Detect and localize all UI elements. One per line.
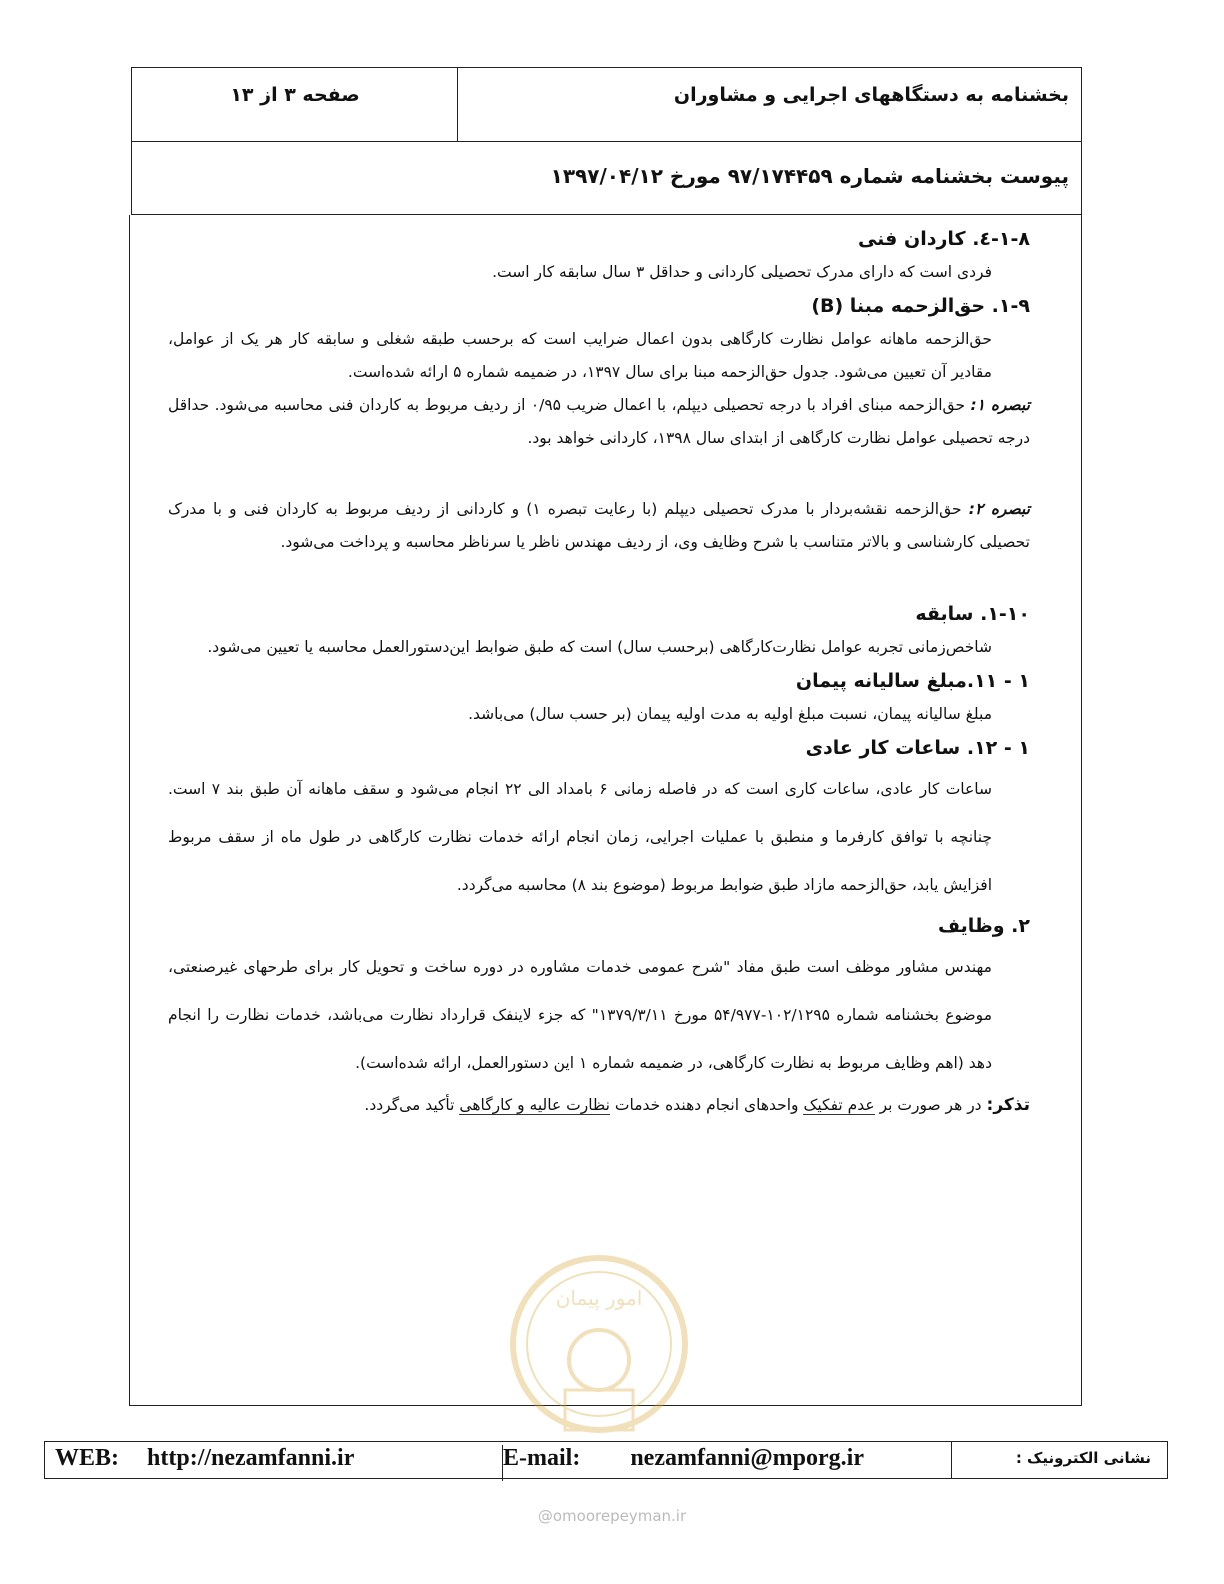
reminder-label: تذکر: bbox=[986, 1095, 1030, 1115]
attachment-line: پیوست بخشنامه شماره ۹۷/۱۷۴۴۵۹ مورخ ۱۳۹۷/۰۴/۱۲ bbox=[550, 164, 1069, 188]
reminder bbox=[168, 1087, 1030, 1123]
document-body bbox=[168, 222, 1030, 1123]
section-1-8-4-title: ۱-۸-٤. کاردان فنی bbox=[857, 228, 1030, 250]
page-number: صفحه ۳ از ۱۳ bbox=[230, 84, 360, 106]
section-1-11-text: مبلغ سالیانه پیمان، نسبت مبلغ اولیه به مدت اولیه پیمان (بر حسب سال) می‌باشد. bbox=[468, 705, 992, 723]
note-2 bbox=[168, 493, 1030, 559]
reminder-underline-1: عدم تفکیک bbox=[803, 1096, 875, 1114]
section-1-11-title: ۱ - ۱۱.مبلغ سالیانه پیمان bbox=[795, 670, 1030, 692]
web-label: WEB: bbox=[55, 1445, 120, 1471]
note-1-label: تبصره ۱: bbox=[970, 396, 1030, 414]
watermark-logo-text: امور پیمان bbox=[555, 1286, 643, 1310]
reminder-mid: واحدهای انجام دهنده خدمات bbox=[614, 1096, 799, 1114]
watermark-site: @omoorepeyman.ir bbox=[537, 1507, 687, 1525]
email-label: E-mail: bbox=[503, 1445, 581, 1471]
header-row-1 bbox=[132, 68, 1081, 142]
reminder-post: تأکید می‌گردد. bbox=[364, 1096, 455, 1114]
section-2-text: مهندس مشاور موظف است طبق مفاد "شرح عمومی خدمات مشاوره در دوره ساخت و تحویل کار برای طرحهای غیرصنعتی، موضوع بخشنامه شماره ۱۰۲/۱۲۹۵-۵۴/۹۷۷ مورخ ۱۳۷۹/۳/۱۱" که جزء لاینفک قرارداد نظارت می‌باشد، خدمات نظارت را انجام دهد (اهم وظایف مربوط به نظارت کارگاهی، در ضمیمه شماره ۱ این دستورالعمل، ارائه شده‌است). bbox=[168, 958, 992, 1072]
web-link[interactable]: http://nezamfanni.ir bbox=[147, 1445, 355, 1471]
section-1-10-title: ۱-۱۰. سابقه bbox=[915, 603, 1030, 625]
footer-email-block bbox=[502, 1445, 952, 1481]
email-link[interactable]: nezamfanni@mporg.ir bbox=[630, 1445, 864, 1471]
note-2-text: حق‌الزحمه نقشه‌بردار با مدرک تحصیلی دیپلم (با رعایت تبصره ۱) و کاردانی از ردیف مربوط به کاردان فنی و با مدرک تحصیلی کارشناسی و بالاتر متناسب با شرح وظایف وی، از ردیف مهندس ناظر یا سرناظر محاسبه و پرداخت می‌شود. bbox=[168, 500, 1030, 551]
reminder-pre: در هر صورت بر bbox=[879, 1096, 982, 1114]
note-2-label: تبصره ۲: bbox=[968, 500, 1030, 518]
section-1-12-text: ساعات کار عادی، ساعات کاری است که در فاصله زمانی ۶ بامداد الی ۲۲ انجام می‌شود و سقف ماهانه آن طبق بند ۷ است. چنانچه با توافق کارفرما و منطبق با عملیات اجرایی، زمان انجام ارائه خدمات نظارت کارگاهی در طول ماه از سقف مربوط افزایش یابد، حق‌الزحمه مازاد طبق ضوابط مربوط (موضوع بند ۸) محاسبه می‌گردد. bbox=[168, 780, 992, 894]
note-1 bbox=[168, 389, 1030, 455]
note-1-text: حق‌الزحمه مبنای افراد با درجه تحصیلی دیپلم، با اعمال ضریب ۰/۹۵ از ردیف مربوط به کاردان فنی محاسبه می‌شود. حداقل درجه تحصیلی عوامل نظارت کارگاهی از ابتدای سال ۱۳۹۸، کاردانی خواهد بود. bbox=[168, 396, 1030, 447]
section-1-9-text: حق‌الزحمه ماهانه عوامل نظارت کارگاهی بدون اعمال ضرایب است که برحسب طبقه شغلی و سابقه کار هر یک از عوامل، مقادیر آن تعیین می‌شود. جدول حق‌الزحمه مبنا برای سال ۱۳۹۷، در ضمیمه شماره ۵ ارائه شده‌است. bbox=[168, 330, 992, 381]
document-title: بخشنامه به دستگاههای اجرایی و مشاوران bbox=[457, 68, 1081, 142]
reminder-underline-2: نظارت عالیه و کارگاهی bbox=[459, 1096, 610, 1114]
section-1-10-text: شاخص‌زمانی تجربه عوامل نظارت‌کارگاهی (برحسب سال) است که طبق ضوابط این‌دستورالعمل محاسبه یا تعیین می‌شود. bbox=[207, 638, 992, 656]
section-1-9-title: ۱-۹. حق‌الزحمه مبنا (B) bbox=[811, 295, 1030, 317]
footer-web-block bbox=[55, 1445, 354, 1472]
section-1-12-title: ۱ - ۱۲. ساعات کار عادی bbox=[805, 737, 1030, 759]
footer-label: نشانی الکترونیک : bbox=[951, 1442, 1167, 1478]
section-2-title: ۲. وظایف bbox=[937, 915, 1030, 937]
section-1-8-4-text: فردی است که دارای مدرک تحصیلی کاردانی و حداقل ۳ سال سابقه کار است. bbox=[492, 263, 992, 281]
footer bbox=[44, 1441, 1168, 1479]
header-table bbox=[131, 67, 1082, 215]
